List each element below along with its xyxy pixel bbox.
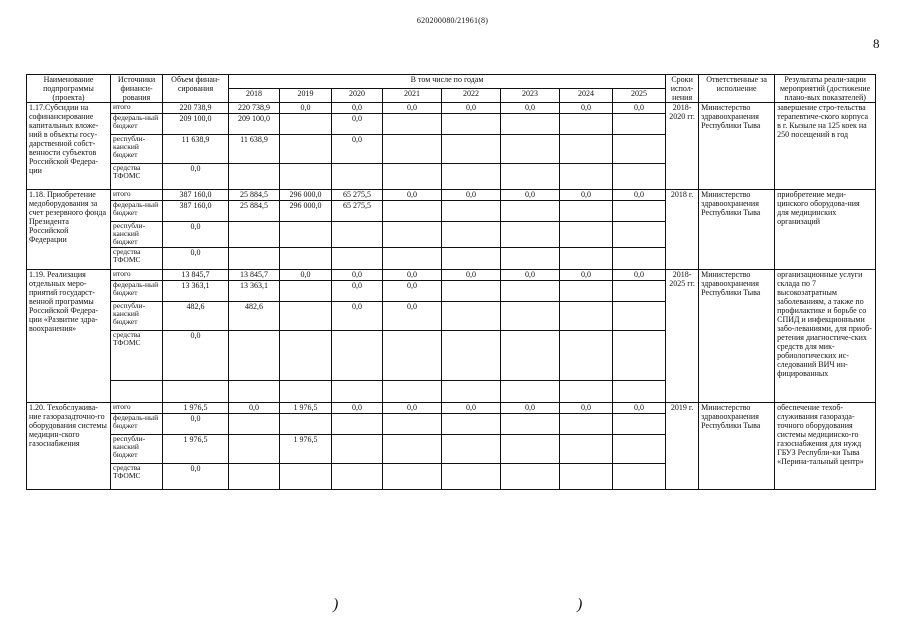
funding-volume: 387 160,0 [163, 190, 229, 201]
execution-term: 2018-2020 гг. [666, 103, 699, 190]
funding-volume: 13 363,1 [163, 281, 229, 302]
header-year: 2022 [442, 89, 501, 103]
year-value [383, 114, 442, 135]
year-value [560, 464, 613, 490]
year-value [332, 464, 383, 490]
funding-source: итого [111, 270, 163, 281]
page-number: 8 [873, 36, 880, 51]
year-value [442, 164, 501, 190]
year-value: 0,0 [501, 190, 560, 201]
year-value: 1 976,5 [280, 403, 332, 414]
year-value: 0,0 [442, 103, 501, 114]
year-value [560, 164, 613, 190]
year-value [613, 464, 666, 490]
funding-source: средства ТФОМС [111, 331, 163, 381]
responsible-party: Министерство здравоохранения Республики Тыва [699, 403, 775, 490]
year-value: 0,0 [613, 403, 666, 414]
year-value: 0,0 [383, 281, 442, 302]
header-year: 2021 [383, 89, 442, 103]
year-value: 0,0 [442, 190, 501, 201]
year-value [442, 201, 501, 222]
table-row [27, 190, 876, 201]
funding-source: итого [111, 103, 163, 114]
year-value: 0,0 [383, 302, 442, 331]
year-value [442, 114, 501, 135]
year-value: 0,0 [332, 270, 383, 281]
table-body [27, 103, 876, 490]
year-value [501, 201, 560, 222]
year-value [280, 114, 332, 135]
measure-name: 1.19. Реализация отдельных меро-приятий государст-венной программы Российской Федера-ции «Развитие здра-воохранения» [27, 270, 111, 403]
expected-result: завершение стро-тельства терапевтиче-ского корпуса в г. Кызыле на 125 коек на 250 посещений в год [775, 103, 876, 190]
empty-cell [442, 381, 501, 403]
year-value [613, 201, 666, 222]
year-value [229, 331, 280, 381]
year-value [332, 164, 383, 190]
year-value [501, 248, 560, 270]
year-value: 209 100,0 [229, 114, 280, 135]
year-value [613, 414, 666, 435]
year-value: 65 275,5 [332, 190, 383, 201]
year-value [442, 414, 501, 435]
year-value [229, 414, 280, 435]
funding-volume: 0,0 [163, 464, 229, 490]
year-value: 25 884,5 [229, 190, 280, 201]
empty-cell [111, 381, 163, 403]
year-value: 0,0 [560, 270, 613, 281]
header-terms: Сроки испол-нения [666, 75, 699, 103]
funding-volume: 13 845,7 [163, 270, 229, 281]
empty-cell [163, 381, 229, 403]
year-value: 0,0 [383, 103, 442, 114]
year-value [560, 114, 613, 135]
year-value [229, 464, 280, 490]
execution-term: 2018 г. [666, 190, 699, 270]
header-name: Наименование подпрограммы (проекта) [27, 75, 111, 103]
year-value: 0,0 [332, 103, 383, 114]
year-value: 0,0 [442, 403, 501, 414]
measure-name: 1.17.Субсидии на софинансирование капитальных вложе-ний в объекты госу-дарственной собст-венности субъектов Российской Федера-ции [27, 103, 111, 190]
funding-source: республи-канский бюджет [111, 222, 163, 248]
header-by-years: В том числе по годам [229, 75, 666, 89]
funding-volume: 0,0 [163, 414, 229, 435]
year-value: 0,0 [613, 270, 666, 281]
header-year: 2020 [332, 89, 383, 103]
year-value: 0,0 [332, 114, 383, 135]
year-value [332, 248, 383, 270]
header-year: 2025 [613, 89, 666, 103]
year-value: 0,0 [383, 270, 442, 281]
year-value [229, 248, 280, 270]
year-value [442, 331, 501, 381]
year-value: 13 363,1 [229, 281, 280, 302]
year-value [613, 331, 666, 381]
header-sources: Источники финанси-рования [111, 75, 163, 103]
year-value [560, 222, 613, 248]
year-value [229, 164, 280, 190]
year-value [613, 302, 666, 331]
table-row [27, 103, 876, 114]
year-value [442, 464, 501, 490]
year-value: 0,0 [442, 270, 501, 281]
year-value [280, 414, 332, 435]
header-year: 2019 [280, 89, 332, 103]
year-value: 220 738,9 [229, 103, 280, 114]
execution-term: 2019 г. [666, 403, 699, 490]
program-table [26, 74, 876, 490]
header-year: 2018 [229, 89, 280, 103]
funding-source: федераль-ный бюджет [111, 414, 163, 435]
year-value [442, 222, 501, 248]
year-value: 0,0 [501, 270, 560, 281]
year-value: 0,0 [501, 403, 560, 414]
year-value: 0,0 [501, 103, 560, 114]
year-value [560, 414, 613, 435]
year-value [383, 222, 442, 248]
year-value [332, 222, 383, 248]
empty-cell [383, 381, 442, 403]
funding-source: средства ТФОМС [111, 464, 163, 490]
year-value [280, 222, 332, 248]
year-value: 25 884,5 [229, 201, 280, 222]
year-value [613, 135, 666, 164]
responsible-party: Министерство здравоохранения Республики Тыва [699, 270, 775, 403]
funding-volume: 1 976,5 [163, 435, 229, 464]
year-value [332, 331, 383, 381]
year-value [280, 164, 332, 190]
year-value: 0,0 [332, 302, 383, 331]
funding-volume: 1 976,5 [163, 403, 229, 414]
funding-source: итого [111, 190, 163, 201]
year-value: 0,0 [560, 190, 613, 201]
year-value: 296 000,0 [280, 190, 332, 201]
year-value [280, 331, 332, 381]
funding-volume: 0,0 [163, 164, 229, 190]
year-value [332, 414, 383, 435]
header-row-1 [27, 75, 876, 89]
year-value: 482,6 [229, 302, 280, 331]
responsible-party: Министерство здравоохранения Республики Тыва [699, 103, 775, 190]
funding-volume: 11 638,9 [163, 135, 229, 164]
measure-name: 1.18. Приобретение медоборудования за счет резервного фонда Президента Российской Федерации [27, 190, 111, 270]
year-value: 0,0 [332, 403, 383, 414]
year-value [442, 248, 501, 270]
header-results: Результаты реали-зации мероприятий (достижение плано-вых показателей) [775, 75, 876, 103]
expected-result: организационные услуги склада по 7 высокозатратным заболеваниям, а также по профилактике и борьбе со СПИД и инфекционными забо-леваниями, для приоб-ретения диагностиче-ских средств для мик-робиологических ис-следований ВИЧ ин-фицированных [775, 270, 876, 403]
funding-volume: 0,0 [163, 222, 229, 248]
funding-source: республи-канский бюджет [111, 135, 163, 164]
responsible-party: Министерство здравоохранения Республики Тыва [699, 190, 775, 270]
year-value [383, 435, 442, 464]
empty-cell [332, 381, 383, 403]
year-value [501, 302, 560, 331]
year-value [501, 281, 560, 302]
year-value [560, 135, 613, 164]
measure-name: 1.20. Техобслужива-ние газоразадточно-го оборудования системы медицин-ского газоснабжения [27, 403, 111, 490]
year-value: 0,0 [613, 190, 666, 201]
funding-source: средства ТФОМС [111, 164, 163, 190]
year-value [501, 135, 560, 164]
year-value: 0,0 [332, 135, 383, 164]
year-value: 296 000,0 [280, 201, 332, 222]
year-value [613, 435, 666, 464]
year-value [229, 435, 280, 464]
year-value [280, 248, 332, 270]
scan-mark: ) [577, 596, 583, 613]
scan-mark: ) [333, 596, 339, 613]
year-value: 65 275,5 [332, 201, 383, 222]
year-value [613, 114, 666, 135]
year-value [280, 135, 332, 164]
year-value [280, 281, 332, 302]
year-value [560, 302, 613, 331]
year-value [613, 281, 666, 302]
year-value [442, 435, 501, 464]
funding-source: федераль-ный бюджет [111, 114, 163, 135]
document-id: 620200080/21961(8) [416, 16, 489, 25]
empty-cell [613, 381, 666, 403]
year-value [560, 331, 613, 381]
year-value [442, 135, 501, 164]
header-volume: Объем финан-сирования [163, 75, 229, 103]
year-value [383, 201, 442, 222]
empty-cell [229, 381, 280, 403]
empty-cell [501, 381, 560, 403]
year-value [383, 164, 442, 190]
year-value: 0,0 [383, 190, 442, 201]
year-value [383, 248, 442, 270]
year-value: 1 976,5 [280, 435, 332, 464]
year-value [332, 435, 383, 464]
year-value [383, 464, 442, 490]
year-value [442, 281, 501, 302]
year-value: 0,0 [280, 103, 332, 114]
header-year: 2024 [560, 89, 613, 103]
year-value [501, 114, 560, 135]
year-value [442, 302, 501, 331]
year-value [613, 222, 666, 248]
empty-cell [560, 381, 613, 403]
funding-source: федераль-ный бюджет [111, 281, 163, 302]
execution-term: 2018-2025 гг. [666, 270, 699, 403]
year-value [501, 164, 560, 190]
year-value [280, 464, 332, 490]
year-value: 0,0 [383, 403, 442, 414]
year-value [280, 302, 332, 331]
header-responsible: Ответственные за исполнение [699, 75, 775, 103]
header-year: 2023 [501, 89, 560, 103]
year-value [613, 248, 666, 270]
funding-volume: 387 160,0 [163, 201, 229, 222]
year-value: 0,0 [560, 403, 613, 414]
year-value: 0,0 [229, 403, 280, 414]
year-value [501, 331, 560, 381]
year-value [383, 135, 442, 164]
year-value [560, 248, 613, 270]
year-value: 11 638,9 [229, 135, 280, 164]
expected-result: приобретение меди-цинского оборудова-ния для медицинских организаций [775, 190, 876, 270]
year-value [501, 464, 560, 490]
year-value [383, 414, 442, 435]
funding-volume: 220 738,9 [163, 103, 229, 114]
year-value [560, 435, 613, 464]
year-value [501, 435, 560, 464]
funding-source: республи-канский бюджет [111, 302, 163, 331]
funding-source: средства ТФОМС [111, 248, 163, 270]
year-value: 13 845,7 [229, 270, 280, 281]
funding-volume: 482,6 [163, 302, 229, 331]
year-value [560, 281, 613, 302]
year-value [229, 222, 280, 248]
table-row [27, 270, 876, 281]
year-value [560, 201, 613, 222]
funding-source: республи-канский бюджет [111, 435, 163, 464]
year-value: 0,0 [280, 270, 332, 281]
table-row [27, 403, 876, 414]
year-value [501, 414, 560, 435]
year-value: 0,0 [613, 103, 666, 114]
empty-cell [280, 381, 332, 403]
funding-volume: 0,0 [163, 331, 229, 381]
year-value: 0,0 [560, 103, 613, 114]
year-value: 0,0 [332, 281, 383, 302]
funding-volume: 209 100,0 [163, 114, 229, 135]
year-value [383, 331, 442, 381]
funding-source: федераль-ный бюджет [111, 201, 163, 222]
funding-source: итого [111, 403, 163, 414]
year-value [501, 222, 560, 248]
expected-result: обеспечение техоб-служивания газоразда-точного оборудования системы медицинско-го газоснабжения для нужд ГБУЗ Республи-ки Тыва «Перина-тальный центр» [775, 403, 876, 490]
year-value [613, 164, 666, 190]
funding-volume: 0,0 [163, 248, 229, 270]
